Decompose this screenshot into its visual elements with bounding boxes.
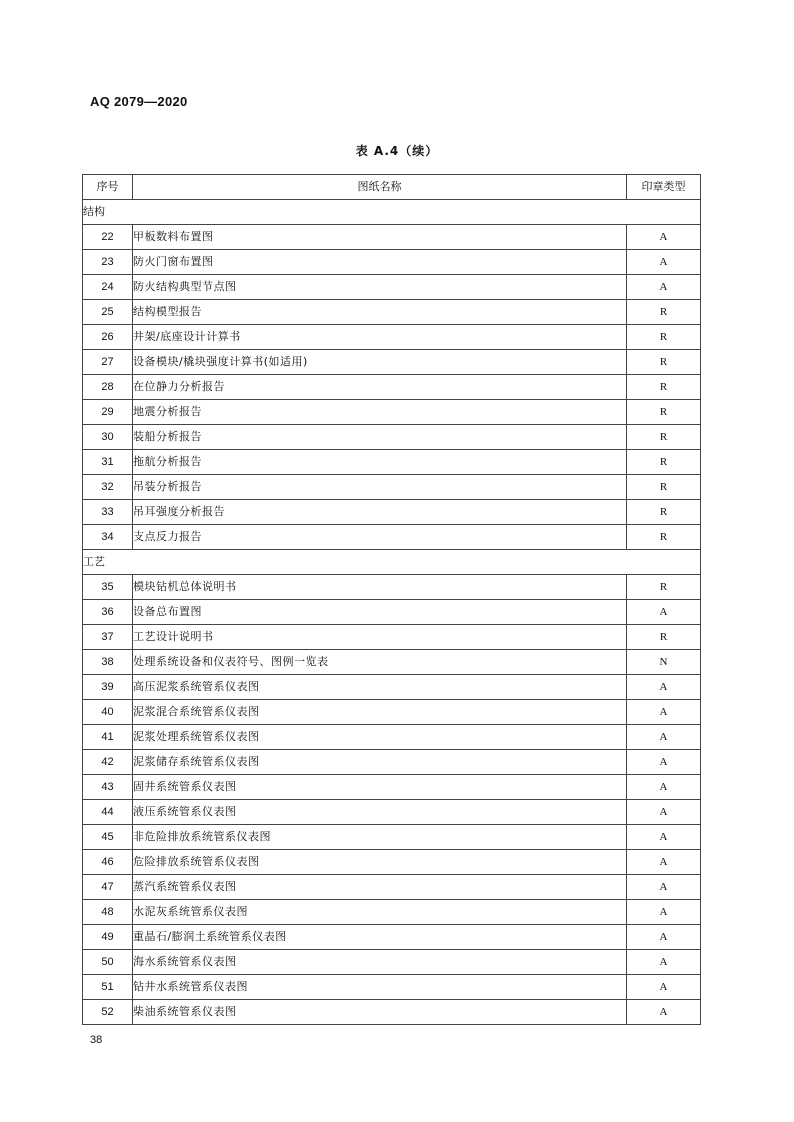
table-row <box>83 225 701 250</box>
seal-type: R <box>627 500 701 525</box>
table-header-row <box>83 175 701 200</box>
table-row <box>83 575 701 600</box>
table-row <box>83 725 701 750</box>
row-number: 49 <box>83 925 133 950</box>
seal-type: A <box>627 225 701 250</box>
row-number: 41 <box>83 725 133 750</box>
drawing-name: 防火门窗布置图 <box>133 250 627 275</box>
table-row <box>83 300 701 325</box>
seal-type: R <box>627 375 701 400</box>
table-row <box>83 475 701 500</box>
table-row <box>83 500 701 525</box>
row-number: 30 <box>83 425 133 450</box>
drawing-name: 装船分析报告 <box>133 425 627 450</box>
table-row <box>83 900 701 925</box>
row-number: 32 <box>83 475 133 500</box>
table-row <box>83 1000 701 1025</box>
table-row <box>83 525 701 550</box>
drawing-name: 地震分析报告 <box>133 400 627 425</box>
drawing-name: 处理系统设备和仪表符号、图例一览表 <box>133 650 627 675</box>
seal-type: R <box>627 625 701 650</box>
drawing-name: 泥浆处理系统管系仪表图 <box>133 725 627 750</box>
seal-type: A <box>627 775 701 800</box>
row-number: 52 <box>83 1000 133 1025</box>
seal-type: A <box>627 875 701 900</box>
section-label: 结构 <box>83 200 701 225</box>
drawing-name: 井架/底座设计计算书 <box>133 325 627 350</box>
seal-type: A <box>627 975 701 1000</box>
table-row <box>83 925 701 950</box>
row-number: 27 <box>83 350 133 375</box>
seal-type: N <box>627 650 701 675</box>
table-row <box>83 425 701 450</box>
section-row <box>83 550 701 575</box>
row-number: 45 <box>83 825 133 850</box>
section-row <box>83 200 701 225</box>
drawing-name: 高压泥浆系统管系仪表图 <box>133 675 627 700</box>
table-row <box>83 675 701 700</box>
table-row <box>83 975 701 1000</box>
drawing-list-table <box>82 174 701 1025</box>
drawing-name: 非危险排放系统管系仪表图 <box>133 825 627 850</box>
table-row <box>83 375 701 400</box>
seal-type: R <box>627 325 701 350</box>
row-number: 23 <box>83 250 133 275</box>
row-number: 51 <box>83 975 133 1000</box>
seal-type: A <box>627 825 701 850</box>
drawing-name: 防火结构典型节点图 <box>133 275 627 300</box>
drawing-name: 泥浆储存系统管系仪表图 <box>133 750 627 775</box>
seal-type: A <box>627 925 701 950</box>
seal-type: A <box>627 900 701 925</box>
table-row <box>83 950 701 975</box>
row-number: 28 <box>83 375 133 400</box>
seal-type: R <box>627 350 701 375</box>
drawing-name: 柴油系统管系仪表图 <box>133 1000 627 1025</box>
row-number: 37 <box>83 625 133 650</box>
seal-type: R <box>627 575 701 600</box>
column-header-seal-type: 印章类型 <box>627 175 701 200</box>
seal-type: A <box>627 275 701 300</box>
drawing-name: 危险排放系统管系仪表图 <box>133 850 627 875</box>
seal-type: A <box>627 950 701 975</box>
seal-type: A <box>627 675 701 700</box>
row-number: 33 <box>83 500 133 525</box>
row-number: 48 <box>83 900 133 925</box>
row-number: 50 <box>83 950 133 975</box>
seal-type: A <box>627 700 701 725</box>
row-number: 26 <box>83 325 133 350</box>
table-row <box>83 700 701 725</box>
seal-type: R <box>627 475 701 500</box>
standard-code: AQ 2079—2020 <box>90 94 188 109</box>
drawing-name: 工艺设计说明书 <box>133 625 627 650</box>
row-number: 31 <box>83 450 133 475</box>
seal-type: A <box>627 1000 701 1025</box>
table-row <box>83 875 701 900</box>
table-row <box>83 650 701 675</box>
table-row <box>83 800 701 825</box>
table-row <box>83 350 701 375</box>
seal-type: A <box>627 800 701 825</box>
drawing-name: 钻井水系统管系仪表图 <box>133 975 627 1000</box>
drawing-name: 重晶石/膨润土系统管系仪表图 <box>133 925 627 950</box>
drawing-name: 吊装分析报告 <box>133 475 627 500</box>
row-number: 36 <box>83 600 133 625</box>
row-number: 38 <box>83 650 133 675</box>
table-row <box>83 250 701 275</box>
table-body <box>83 200 701 1025</box>
seal-type: R <box>627 425 701 450</box>
drawing-name: 结构模型报告 <box>133 300 627 325</box>
drawing-name: 甲板数料布置图 <box>133 225 627 250</box>
row-number: 24 <box>83 275 133 300</box>
row-number: 29 <box>83 400 133 425</box>
seal-type: A <box>627 600 701 625</box>
drawing-name: 设备总布置图 <box>133 600 627 625</box>
table-row <box>83 325 701 350</box>
drawing-name: 设备模块/橇块强度计算书(如适用) <box>133 350 627 375</box>
column-header-drawing-name: 图纸名称 <box>133 175 627 200</box>
seal-type: A <box>627 750 701 775</box>
drawing-name: 吊耳强度分析报告 <box>133 500 627 525</box>
row-number: 35 <box>83 575 133 600</box>
table-row <box>83 625 701 650</box>
seal-type: A <box>627 725 701 750</box>
seal-type: R <box>627 400 701 425</box>
table-row <box>83 825 701 850</box>
section-label: 工艺 <box>83 550 701 575</box>
row-number: 44 <box>83 800 133 825</box>
seal-type: A <box>627 250 701 275</box>
seal-type: R <box>627 300 701 325</box>
seal-type: R <box>627 450 701 475</box>
drawing-name: 蒸汽系统管系仪表图 <box>133 875 627 900</box>
drawing-name: 海水系统管系仪表图 <box>133 950 627 975</box>
table-row <box>83 400 701 425</box>
seal-type: R <box>627 525 701 550</box>
row-number: 22 <box>83 225 133 250</box>
row-number: 46 <box>83 850 133 875</box>
row-number: 39 <box>83 675 133 700</box>
table-row <box>83 750 701 775</box>
row-number: 25 <box>83 300 133 325</box>
table-row <box>83 600 701 625</box>
table-row <box>83 450 701 475</box>
table-title: 表 A.4（续） <box>355 144 439 158</box>
drawing-name: 液压系统管系仪表图 <box>133 800 627 825</box>
seal-type: A <box>627 850 701 875</box>
row-number: 40 <box>83 700 133 725</box>
drawing-name: 模块钻机总体说明书 <box>133 575 627 600</box>
drawing-name: 固井系统管系仪表图 <box>133 775 627 800</box>
row-number: 47 <box>83 875 133 900</box>
table-row <box>83 775 701 800</box>
column-header-number: 序号 <box>83 175 133 200</box>
drawing-name: 泥浆混合系统管系仪表图 <box>133 700 627 725</box>
table-row <box>83 275 701 300</box>
row-number: 34 <box>83 525 133 550</box>
table-row <box>83 850 701 875</box>
drawing-name: 在位静力分析报告 <box>133 375 627 400</box>
drawing-name: 支点反力报告 <box>133 525 627 550</box>
row-number: 43 <box>83 775 133 800</box>
drawing-name: 拖航分析报告 <box>133 450 627 475</box>
page-number: 38 <box>90 1034 103 1046</box>
row-number: 42 <box>83 750 133 775</box>
drawing-name: 水泥灰系统管系仪表图 <box>133 900 627 925</box>
